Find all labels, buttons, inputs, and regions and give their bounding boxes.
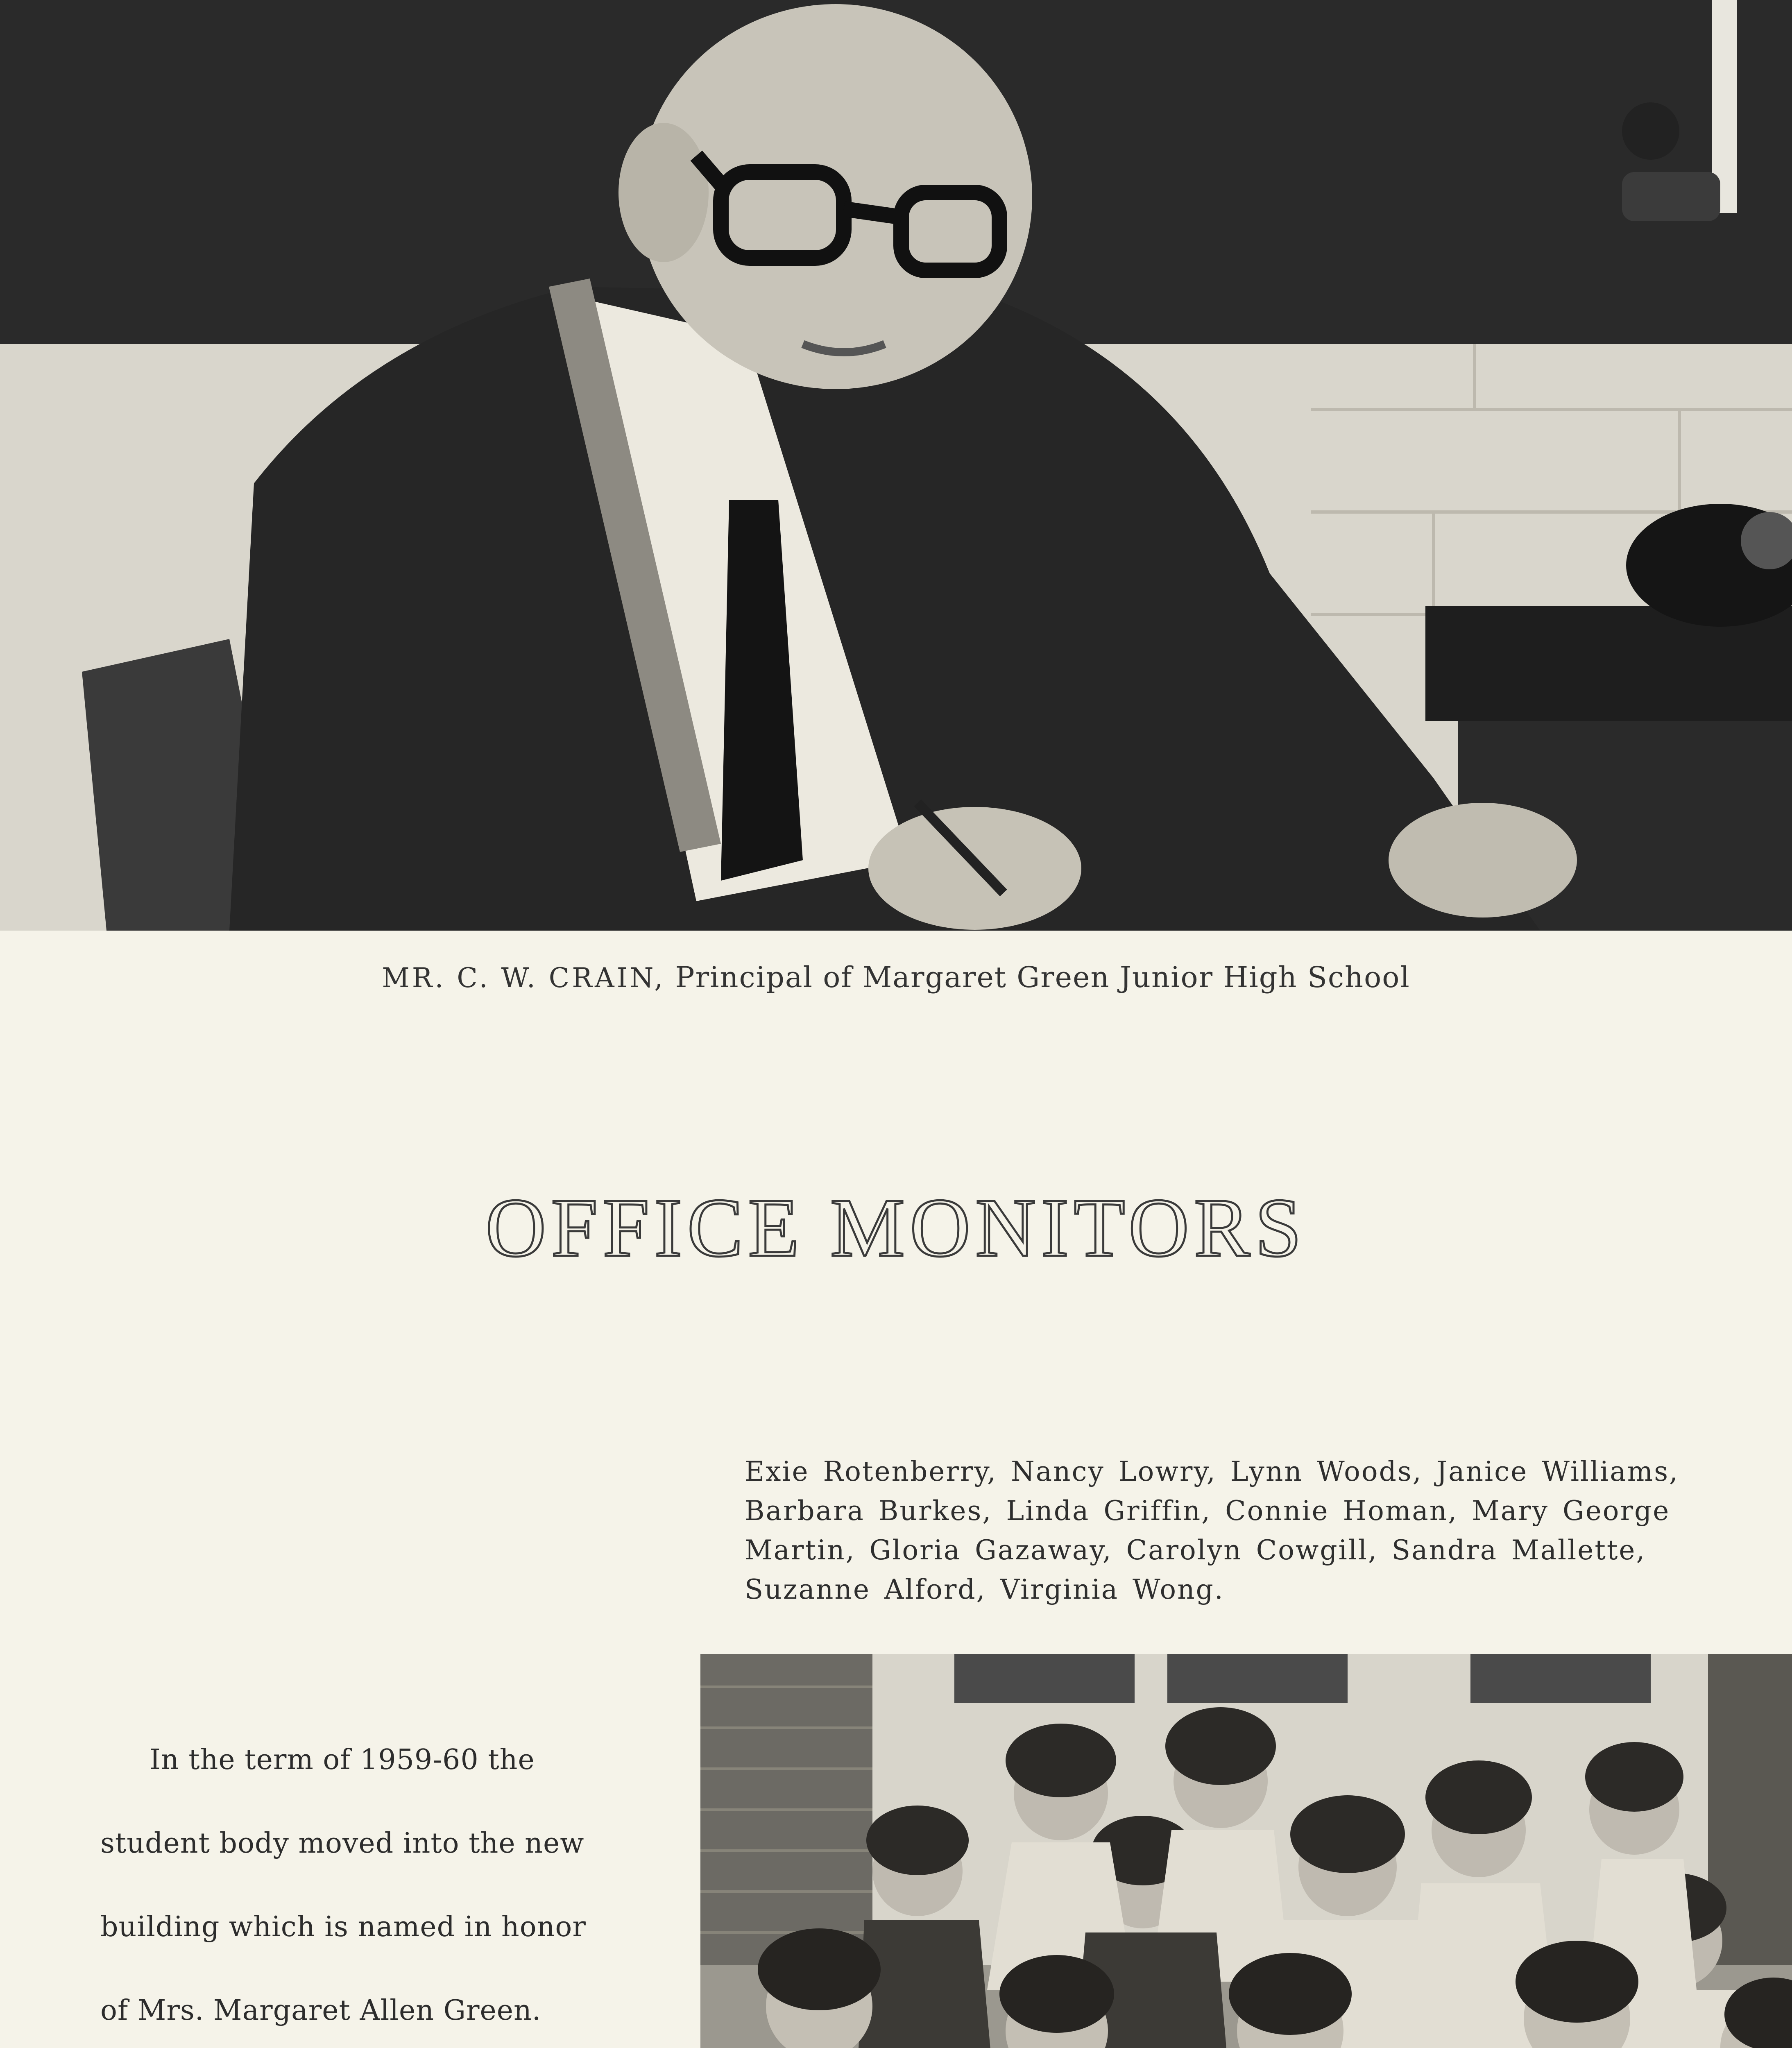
principal-photo — [0, 0, 1792, 931]
principal-caption — [0, 961, 1792, 994]
monitor-names: Exie Rotenberry, Nancy Lowry, Lynn Woods, Janice Williams, Barbara Burkes, Linda Griffin, Connie Homan, Mary George Martin, Gloria Gazaway, Carolyn Cowgill, Sandra Mallette, Suzanne Alford, Virginia Wong. — [745, 1456, 1679, 1605]
body-paragraph: In the term of 1959-60 the student body moved into the new building which is named in honor of Mrs. Margaret Allen Green. — [100, 1744, 586, 2027]
principal-name: MR. C. W. CRAIN, — [382, 962, 666, 994]
monitors-group-photo — [700, 1654, 1792, 2048]
principal-title: Principal of Margaret Green Junior High School — [675, 961, 1410, 994]
page-heading: OFFICE MONITORS — [485, 1181, 1307, 1274]
